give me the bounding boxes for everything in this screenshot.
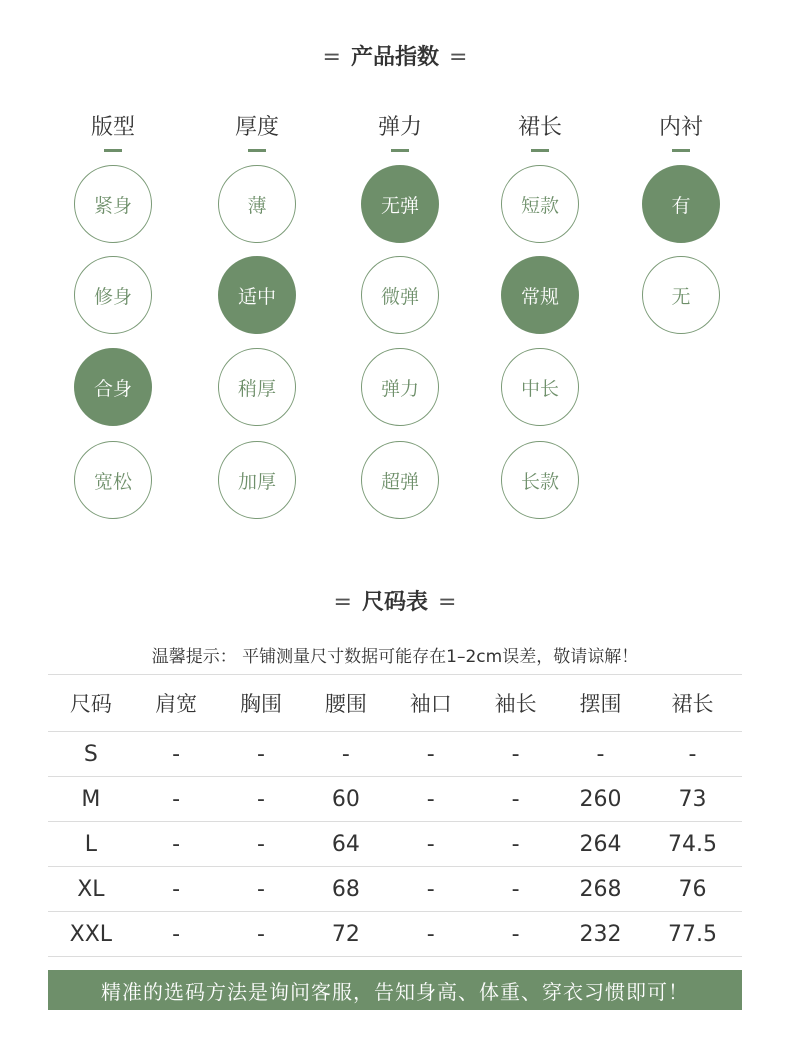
sizing-advice-banner: 精准的选码方法是询问客服，告知身高、体重、穿衣习惯即可！ <box>48 970 742 1010</box>
index-option-circle: 宽松 <box>74 441 152 519</box>
index-column-header <box>480 110 600 152</box>
column-underline <box>248 149 266 152</box>
header-cell: 裙长 <box>643 675 742 732</box>
size-label-cell: S <box>48 732 134 777</box>
index-column-label: 版型 <box>90 115 135 140</box>
title-deco-right: = <box>438 590 457 615</box>
index-option-circle: 无 <box>642 256 720 334</box>
index-option-circle: 加厚 <box>218 441 296 519</box>
size-label-cell: M <box>48 777 134 822</box>
measurement-tip: 温馨提示： 平铺测量尺寸数据可能存在1–2cm误差，敬请谅解！ <box>151 647 639 667</box>
measurement-cell: - <box>473 777 558 822</box>
column-underline <box>391 149 409 152</box>
header-cell: 腰围 <box>303 675 388 732</box>
header-cell: 肩宽 <box>134 675 219 732</box>
measurement-cell: - <box>219 912 304 957</box>
measurement-cell: - <box>388 867 473 912</box>
size-label-cell: L <box>48 822 134 867</box>
table-row <box>48 867 742 912</box>
measurement-cell: 268 <box>558 867 643 912</box>
index-option-circle: 超弹 <box>361 441 439 519</box>
measurement-cell: 232 <box>558 912 643 957</box>
title-deco-left: = <box>333 590 352 615</box>
index-option-circle: 合身 <box>74 348 152 426</box>
measurement-cell: - <box>134 867 219 912</box>
index-option-circle: 弹力 <box>361 348 439 426</box>
header-cell: 胸围 <box>219 675 304 732</box>
product-index-title-text: 产品指数 <box>350 45 439 70</box>
measurement-cell: - <box>473 732 558 777</box>
measurement-cell: - <box>219 732 304 777</box>
measurement-cell: - <box>388 777 473 822</box>
column-underline <box>104 149 122 152</box>
index-option-circle: 无弹 <box>361 165 439 243</box>
header-cell: 尺码 <box>48 675 134 732</box>
measurement-cell: - <box>134 912 219 957</box>
header-cell: 袖口 <box>388 675 473 732</box>
measurement-cell: - <box>473 912 558 957</box>
index-option-circle: 适中 <box>218 256 296 334</box>
index-option-circle: 稍厚 <box>218 348 296 426</box>
product-index-title <box>0 40 790 71</box>
index-column-header <box>621 110 741 152</box>
title-deco-left: = <box>322 45 341 70</box>
size-chart-title <box>0 585 790 616</box>
measurement-cell: - <box>219 822 304 867</box>
index-option-circle: 微弹 <box>361 256 439 334</box>
measurement-cell: 264 <box>558 822 643 867</box>
index-option-circle: 有 <box>642 165 720 243</box>
measurement-cell: 60 <box>303 777 388 822</box>
header-cell: 摆围 <box>558 675 643 732</box>
index-column-header <box>53 110 173 152</box>
measurement-cell: - <box>134 732 219 777</box>
index-column-header <box>340 110 460 152</box>
index-column-label: 厚度 <box>234 115 279 140</box>
table-row <box>48 822 742 867</box>
title-deco-right: = <box>449 45 468 70</box>
measurement-cell: 76 <box>643 867 742 912</box>
measurement-cell: 73 <box>643 777 742 822</box>
index-column-label: 内衬 <box>658 115 703 140</box>
measurement-cell: - <box>643 732 742 777</box>
measurement-cell: - <box>219 777 304 822</box>
measurement-cell: 68 <box>303 867 388 912</box>
table-row <box>48 777 742 822</box>
measurement-cell: - <box>219 867 304 912</box>
measurement-cell: - <box>388 822 473 867</box>
measurement-cell: - <box>388 732 473 777</box>
measurement-cell: - <box>558 732 643 777</box>
measurement-cell: 64 <box>303 822 388 867</box>
index-option-circle: 短款 <box>501 165 579 243</box>
index-option-circle: 中长 <box>501 348 579 426</box>
column-underline <box>531 149 549 152</box>
size-label-cell: XXL <box>48 912 134 957</box>
index-column-label: 裙长 <box>517 115 562 140</box>
table-row <box>48 732 742 777</box>
column-underline <box>672 149 690 152</box>
size-label-cell: XL <box>48 867 134 912</box>
measurement-cell: - <box>473 867 558 912</box>
index-option-circle: 薄 <box>218 165 296 243</box>
measurement-cell: 77.5 <box>643 912 742 957</box>
measurement-cell: 260 <box>558 777 643 822</box>
measurement-cell: 72 <box>303 912 388 957</box>
size-table <box>48 674 742 957</box>
measurement-cell: - <box>134 822 219 867</box>
measurement-cell: - <box>388 912 473 957</box>
measurement-cell: - <box>134 777 219 822</box>
index-option-circle: 紧身 <box>74 165 152 243</box>
index-option-circle: 常规 <box>501 256 579 334</box>
measurement-cell: 74.5 <box>643 822 742 867</box>
table-row <box>48 912 742 957</box>
index-column-header <box>197 110 317 152</box>
index-option-circle: 长款 <box>501 441 579 519</box>
index-option-circle: 修身 <box>74 256 152 334</box>
size-table-header <box>48 675 742 732</box>
index-column-label: 弹力 <box>377 115 422 140</box>
size-chart-title-text: 尺码表 <box>361 590 428 615</box>
measurement-cell: - <box>303 732 388 777</box>
measurement-cell: - <box>473 822 558 867</box>
header-cell: 袖长 <box>473 675 558 732</box>
